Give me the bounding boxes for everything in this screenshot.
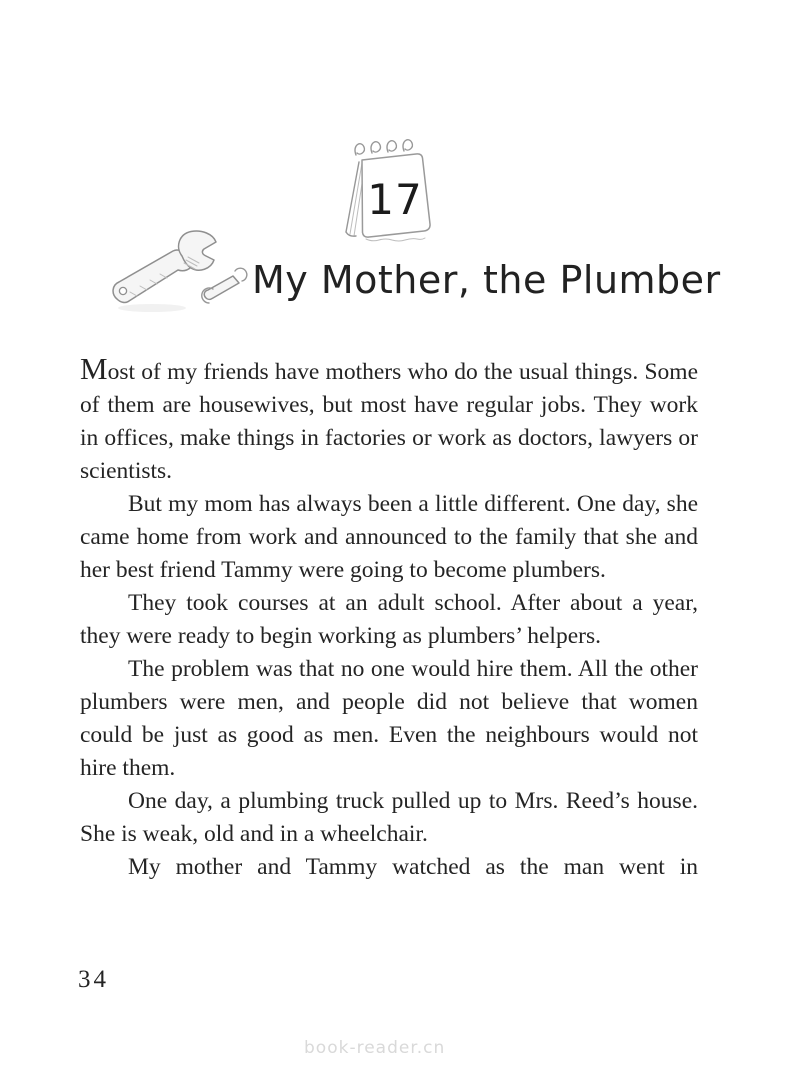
wrench-icon (110, 230, 258, 323)
flip-calendar-icon (336, 138, 448, 255)
chapter-title: My Mother, the Plumber (252, 258, 721, 302)
paragraph: One day, a plumbing truck pulled up to Mrs. Reed’s house. She is weak, old and in a wheelchair. (80, 788, 698, 847)
wrench-drawing (110, 230, 258, 318)
watermark: book-reader.cn (304, 1038, 446, 1058)
chapter-number: 17 (367, 175, 423, 224)
paragraph: My mother and Tammy watched as the man went in (128, 854, 698, 880)
initial-capital: M (80, 351, 108, 386)
paragraph (80, 352, 698, 488)
paragraph: But my mom has always been a little different. One day, she came home from work and announced to the family that she and her best friend Tammy were going to become plumbers. (80, 491, 698, 583)
paragraph-text: ost of my friends have mothers who do the usual things. Some of them are housewives, but most have regular jobs. They work in offices, make things in factories or work as doctors, lawyers or scientists. (80, 359, 698, 484)
paragraph: The problem was that no one would hire them. All the other plumbers were men, and people did not believe that women could be just as good as men. Even the neighbours would not hire them. (80, 656, 698, 781)
page-number: 34 (78, 966, 109, 993)
paragraph: They took courses at an adult school. After about a year, they were ready to begin working as plumbers’ helpers. (80, 590, 698, 649)
calendar-drawing (336, 138, 448, 250)
story-text (80, 352, 698, 884)
